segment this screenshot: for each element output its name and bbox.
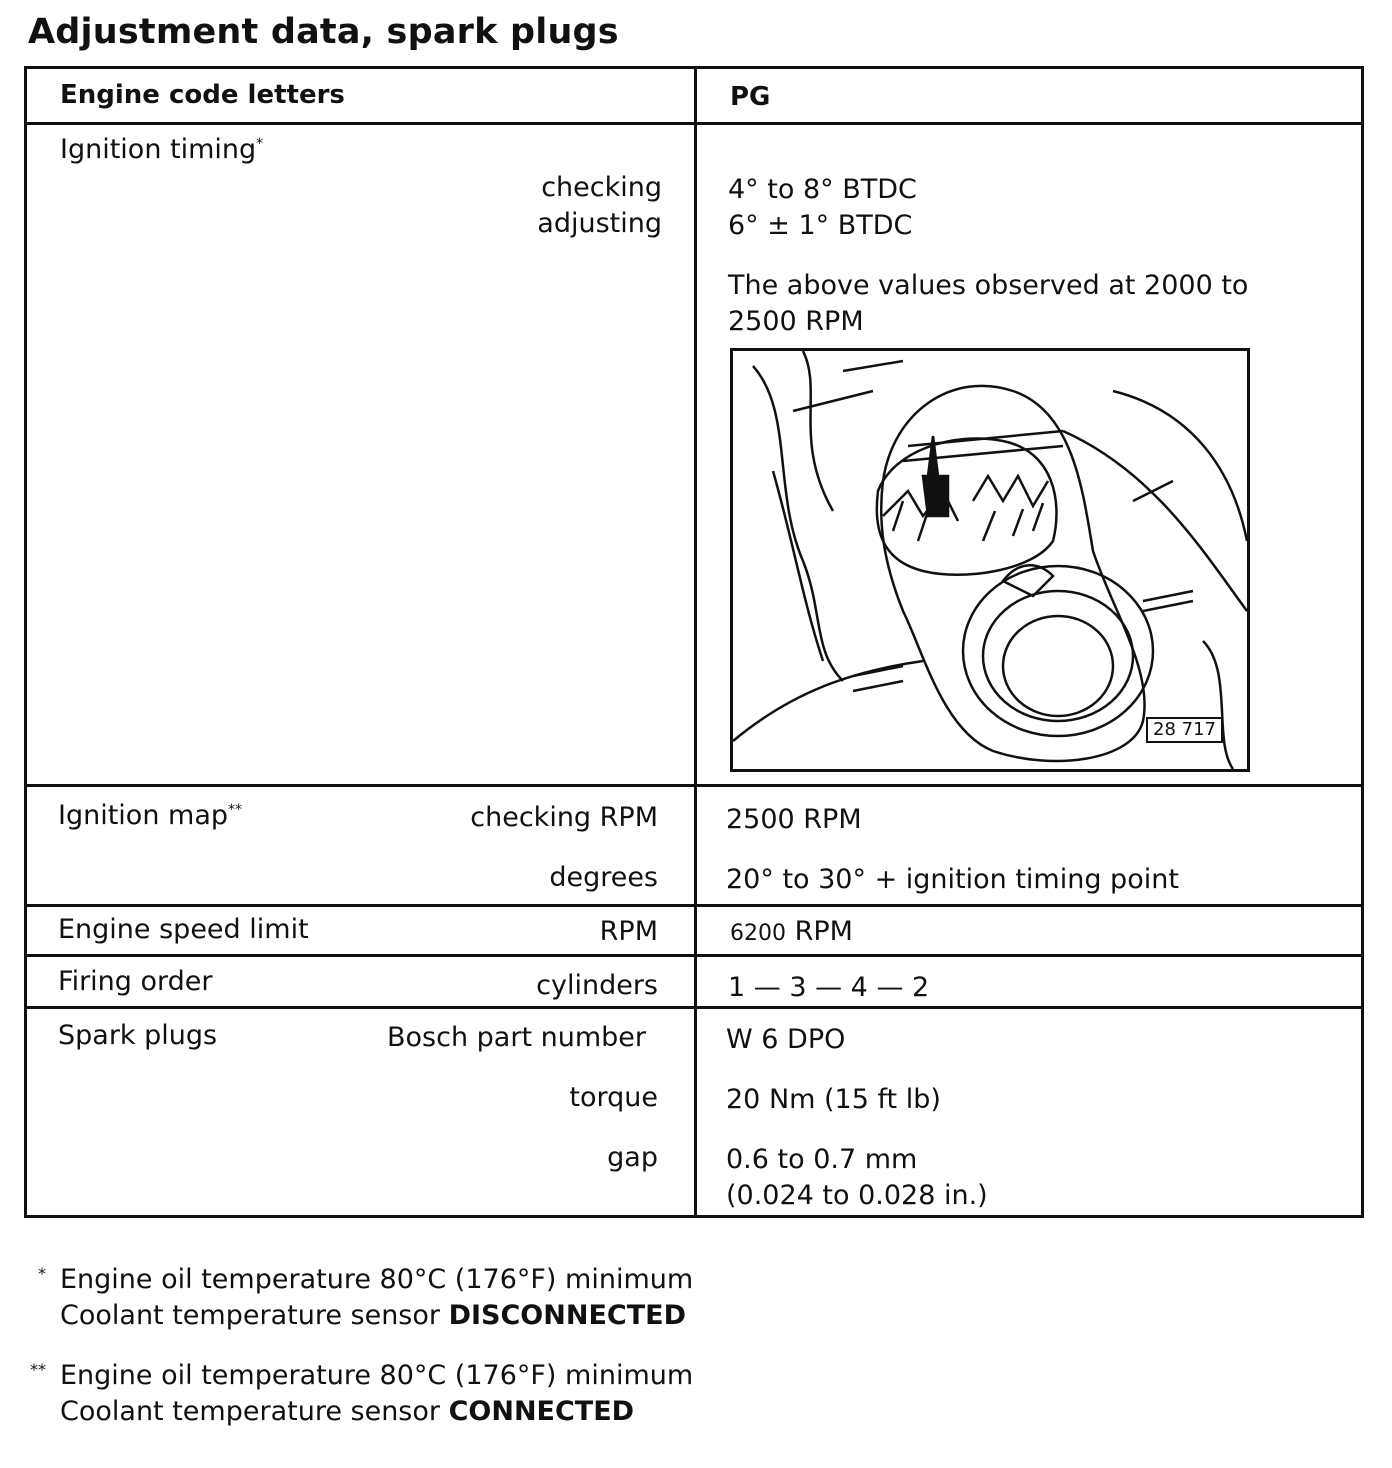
ignition-timing-note-line2: 2500 RPM [728, 306, 864, 337]
speed-limit-unit-label: RPM [599, 916, 658, 947]
row-divider [24, 1006, 1364, 1009]
ignition-timing-checking-value: 4° to 8° BTDC [728, 174, 917, 205]
timing-mark-illustration-icon [733, 351, 1247, 769]
speed-limit-value [730, 918, 853, 945]
ignition-map-degrees-value: 20° to 30° + ignition timing point [726, 864, 1179, 895]
footnote-marker: ** [228, 802, 243, 818]
ignition-timing-label: Ignition timing* [60, 134, 264, 165]
ignition-timing-note-line1: The above values observed at 2000 to [728, 270, 1249, 301]
row-divider [24, 122, 1364, 125]
footnote-2-status: CONNECTED [448, 1396, 635, 1427]
speed-limit-unit: RPM [794, 916, 853, 947]
ignition-map-label: Ignition map** [58, 800, 243, 831]
footnote-2-marker: ** [30, 1360, 46, 1379]
header-engine-code: Engine code letters [60, 80, 345, 110]
row-divider [24, 954, 1364, 957]
row-divider [24, 904, 1364, 907]
spark-plugs-part-value: W 6 DPO [726, 1024, 846, 1055]
ignition-map-degrees-label: degrees [549, 862, 658, 893]
header-engine-code-value: PG [730, 82, 771, 112]
footnote-1-status: DISCONNECTED [448, 1300, 686, 1331]
footnote-1-line2: Coolant temperature sensor DISCONNECTED [60, 1300, 686, 1331]
footnote-marker: * [256, 136, 264, 152]
spark-plugs-part-label: Bosch part number [387, 1022, 646, 1053]
footnote-1-marker: * [38, 1264, 46, 1283]
spark-plugs-torque-value: 20 Nm (15 ft lb) [726, 1084, 941, 1115]
ignition-timing-checking-label: checking [541, 172, 662, 203]
speed-limit-number: 6200 [730, 921, 786, 946]
page-title: Adjustment data, spark plugs [28, 12, 619, 52]
ignition-map-checking-value: 2500 RPM [726, 804, 862, 835]
spark-plugs-gap-value-line1: 0.6 to 0.7 mm [726, 1144, 918, 1175]
row-divider [24, 784, 1364, 787]
ignition-timing-adjusting-label: adjusting [537, 208, 662, 239]
firing-order-value: 1 — 3 — 4 — 2 [728, 972, 930, 1003]
speed-limit-label: Engine speed limit [58, 914, 309, 945]
timing-mark-figure [730, 348, 1250, 772]
ignition-timing-adjusting-value: 6° ± 1° BTDC [728, 210, 913, 241]
spark-plugs-label: Spark plugs [58, 1020, 218, 1051]
footnote-2-line1: Engine oil temperature 80°C (176°F) minimum [60, 1360, 694, 1391]
spark-plugs-torque-label: torque [569, 1082, 658, 1113]
footnote-2-line2: Coolant temperature sensor CONNECTED [60, 1396, 635, 1427]
firing-order-label: Firing order [58, 966, 213, 997]
firing-order-unit-label: cylinders [536, 970, 658, 1001]
figure-label: 28 717 [1146, 717, 1223, 743]
ignition-map-checking-label: checking RPM [470, 802, 658, 833]
footnote-1-line1: Engine oil temperature 80°C (176°F) minimum [60, 1264, 694, 1295]
spark-plugs-gap-label: gap [607, 1142, 658, 1173]
column-divider [694, 68, 697, 1218]
spark-plugs-gap-value-line2: (0.024 to 0.028 in.) [726, 1180, 988, 1211]
